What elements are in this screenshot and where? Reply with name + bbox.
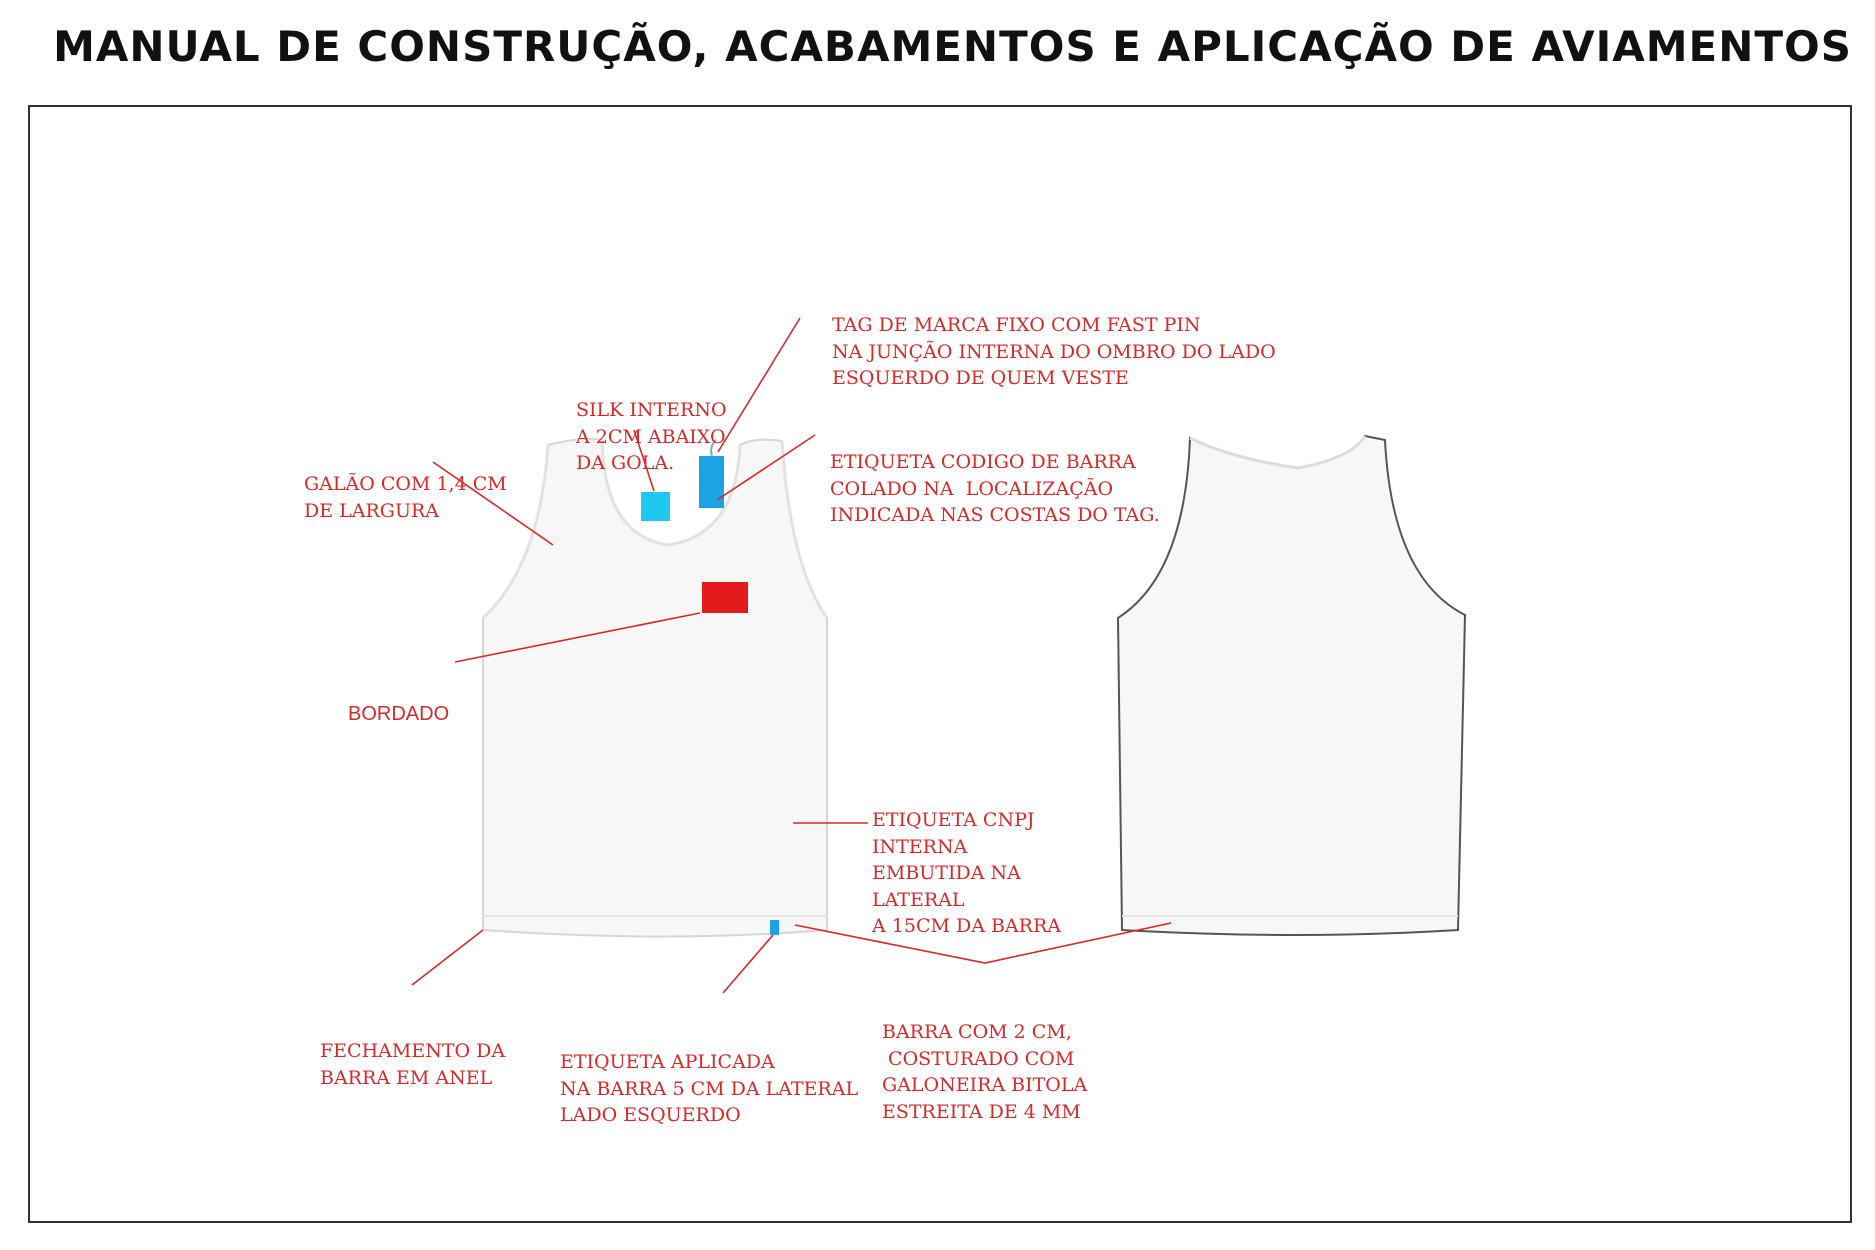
leader-fechamento <box>412 930 483 985</box>
embroidery-marker <box>702 582 748 613</box>
note-silk: SILK INTERNO A 2CM ABAIXO DA GOLA. <box>576 399 727 474</box>
page-title: MANUAL DE CONSTRUÇÃO, ACABAMENTOS E APLICAÇÃO DE AVIAMENTOS <box>53 22 1852 71</box>
note-brand-tag: TAG DE MARCA FIXO COM FAST PIN NA JUNÇÃO INTERNA DO OMBRO DO LADO ESQUERDO DE QUEM VESTE <box>832 314 1276 389</box>
note-galao: GALÃO COM 1,4 CM DE LARGURA <box>304 473 507 522</box>
hem-label-marker <box>770 920 779 935</box>
note-barra: BARRA COM 2 CM, COSTURADO COM GALONEIRA BITOLA ESTREITA DE 4 MM <box>882 1021 1088 1123</box>
note-cnpj: ETIQUETA CNPJ INTERNA EMBUTIDA NA LATERAL A 15CM DA BARRA <box>872 809 1061 937</box>
tank-top-back <box>1118 436 1465 935</box>
leader-tag <box>718 318 800 452</box>
note-fechamento: FECHAMENTO DA BARRA EM ANEL <box>320 1040 506 1089</box>
note-bordado: BORDADO <box>348 703 450 725</box>
note-etiqueta-barra: ETIQUETA APLICADA NA BARRA 5 CM DA LATERAL LADO ESQUERDO <box>560 1051 859 1126</box>
leader-etiqueta-barra <box>723 935 773 993</box>
note-barcode: ETIQUETA CODIGO DE BARRA COLADO NA LOCALIZAÇÃO INDICADA NAS COSTAS DO TAG. <box>830 451 1160 526</box>
